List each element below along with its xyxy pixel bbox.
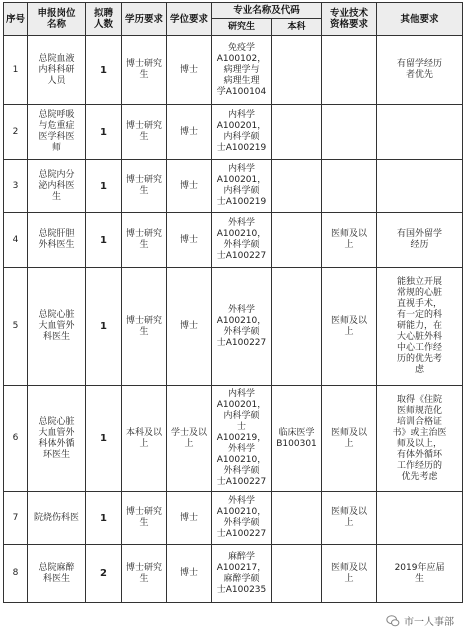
cell-other [377, 105, 463, 160]
cell-count: 1 [86, 492, 122, 545]
cell-graduate: 内科学 A100201， 内科学硕 士A100219 [212, 160, 272, 213]
cell-undergraduate [272, 36, 322, 105]
cell-count: 1 [86, 386, 122, 492]
table-body [4, 36, 463, 603]
table-row [4, 160, 463, 213]
table-row [4, 386, 463, 492]
cell-seq: 2 [4, 105, 28, 160]
cell-qualification: 医师及以 上 [322, 213, 377, 268]
cell-qualification [322, 36, 377, 105]
cell-count: 1 [86, 36, 122, 105]
cell-undergraduate [272, 213, 322, 268]
cell-other: 有留学经历 者优先 [377, 36, 463, 105]
cell-qualification [322, 160, 377, 213]
table-row [4, 545, 463, 603]
cell-undergraduate [272, 160, 322, 213]
cell-degree: 博士 [167, 105, 212, 160]
cell-seq: 6 [4, 386, 28, 492]
recruitment-table [3, 2, 463, 603]
wechat-icon [386, 614, 400, 628]
cell-degree: 学士及以 上 [167, 386, 212, 492]
cell-position: 总院呼吸 与危重症 医学科医 师 [28, 105, 86, 160]
header-position: 申报岗位 名称 [28, 3, 86, 36]
header-seq: 序号 [4, 3, 28, 36]
cell-graduate: 外科学 A100210， 外科学硕 士A100227 [212, 268, 272, 386]
cell-undergraduate: 临床医学 B100301 [272, 386, 322, 492]
cell-other: 有国外留学 经历 [377, 213, 463, 268]
cell-education: 博士研究 生 [122, 492, 167, 545]
cell-graduate: 麻醉学 A100217， 麻醉学硕 士A100235 [212, 545, 272, 603]
cell-seq: 7 [4, 492, 28, 545]
cell-count: 1 [86, 160, 122, 213]
cell-education: 博士研究 生 [122, 36, 167, 105]
cell-qualification [322, 105, 377, 160]
cell-graduate: 外科学 A100210， 外科学硕 士A100227 [212, 492, 272, 545]
cell-undergraduate [272, 545, 322, 603]
cell-undergraduate [272, 268, 322, 386]
header-graduate: 研究生 [212, 19, 272, 36]
cell-graduate: 内科学 A100201， 内科学硕 士A100219， 外科学 A100210， 外科学硕 士A100227 [212, 386, 272, 492]
cell-education: 博士研究 生 [122, 213, 167, 268]
cell-qualification: 医师及以 上 [322, 268, 377, 386]
cell-degree: 博士 [167, 545, 212, 603]
cell-count: 1 [86, 213, 122, 268]
cell-education: 本科及以 上 [122, 386, 167, 492]
cell-degree: 博士 [167, 36, 212, 105]
cell-education: 博士研究 生 [122, 160, 167, 213]
cell-graduate: 免疫学 A100102， 病理学与 病理生理 学A100104 [212, 36, 272, 105]
cell-position: 总院心脏 大血管外 科医生 [28, 268, 86, 386]
header-degree: 学位要求 [167, 3, 212, 36]
cell-position: 总院心脏 大血管外 科体外循 环医生 [28, 386, 86, 492]
cell-undergraduate [272, 492, 322, 545]
cell-degree: 博士 [167, 268, 212, 386]
header-other: 其他要求 [377, 3, 463, 36]
header-major-group: 专业名称及代码 [212, 3, 322, 19]
cell-count: 1 [86, 268, 122, 386]
cell-other: 取得《住院 医师规范化 培训合格证 书》或主治医 师及以上， 有体外循环 工作经历的 优先考虑 [377, 386, 463, 492]
cell-qualification: 医师及以 上 [322, 545, 377, 603]
cell-degree: 博士 [167, 492, 212, 545]
cell-qualification: 医师及以 上 [322, 386, 377, 492]
cell-count: 1 [86, 105, 122, 160]
cell-graduate: 内科学 A100201， 内科学硕 士A100219 [212, 105, 272, 160]
cell-graduate: 外科学 A100210， 外科学硕 士A100227 [212, 213, 272, 268]
header-undergraduate: 本科 [272, 19, 322, 36]
cell-education: 博士研究 生 [122, 105, 167, 160]
cell-position: 总院内分 泌内科医 生 [28, 160, 86, 213]
cell-seq: 4 [4, 213, 28, 268]
watermark [386, 613, 454, 628]
cell-other [377, 492, 463, 545]
header-count: 拟聘 人数 [86, 3, 122, 36]
watermark-text: 市一人事部 [404, 617, 454, 628]
cell-position: 院烧伤科医 [28, 492, 86, 545]
cell-degree: 博士 [167, 160, 212, 213]
cell-education: 博士研究 生 [122, 268, 167, 386]
table-row [4, 105, 463, 160]
cell-education: 博士研究 生 [122, 545, 167, 603]
table-row [4, 492, 463, 545]
cell-other: 能独立开展 常规的心脏 直视手术， 有一定的科 研能力，在 大心脏外科 中心工作经 历的优先考 虑 [377, 268, 463, 386]
cell-seq: 1 [4, 36, 28, 105]
cell-degree: 博士 [167, 213, 212, 268]
header-education: 学历要求 [122, 3, 167, 36]
cell-position: 总院血液 内科科研 人员 [28, 36, 86, 105]
cell-other: 2019年应届 生 [377, 545, 463, 603]
cell-seq: 5 [4, 268, 28, 386]
header-qualification: 专业技术 资格要求 [322, 3, 377, 36]
cell-position: 总院麻醉 科医生 [28, 545, 86, 603]
cell-seq: 3 [4, 160, 28, 213]
table-row [4, 213, 463, 268]
cell-undergraduate [272, 105, 322, 160]
cell-position: 总院肝胆 外科医生 [28, 213, 86, 268]
cell-count: 2 [86, 545, 122, 603]
cell-qualification: 医师及以 上 [322, 492, 377, 545]
cell-seq: 8 [4, 545, 28, 603]
table-row [4, 36, 463, 105]
table-row [4, 268, 463, 386]
cell-other [377, 160, 463, 213]
